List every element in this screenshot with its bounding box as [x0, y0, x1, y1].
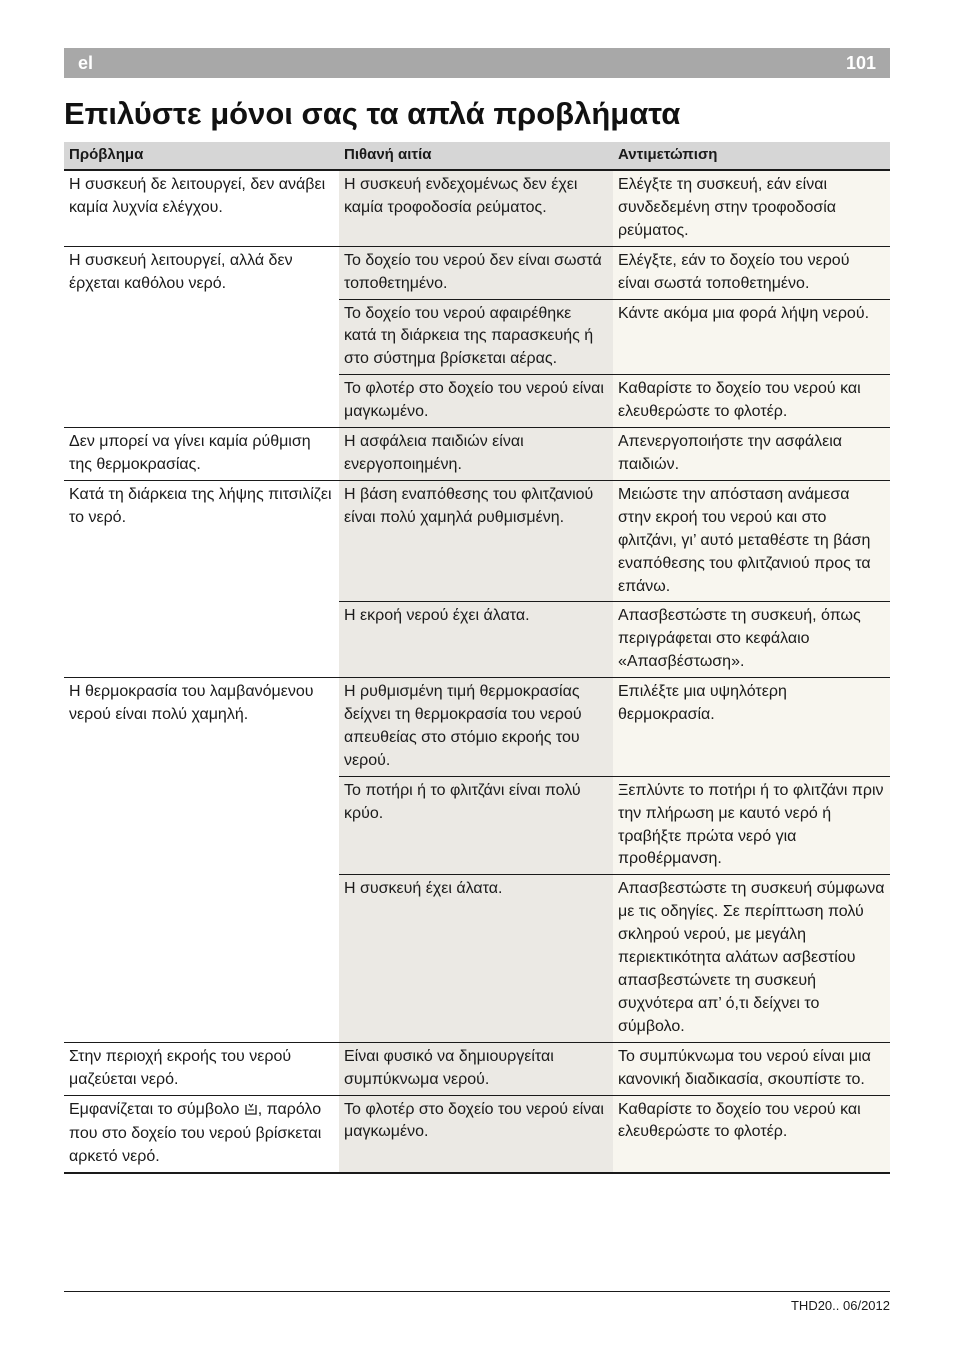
problem-cell: Η συσκευή δε λειτουργεί, δεν ανάβει καμία λυχνία ελέγχου. [64, 170, 339, 246]
remedy-cell: Απασβεστώστε τη συσκευή, όπως περιγράφεται στο κεφάλαιο «Απασβέστωση». [613, 602, 890, 678]
problem-cell: Στην περιοχή εκροής του νερού μαζεύεται νερό. [64, 1042, 339, 1095]
table-row [64, 678, 890, 777]
language-code: el [78, 53, 94, 73]
table-header-row [64, 142, 890, 170]
page-number: 101 [845, 53, 876, 73]
column-header-problem: Πρόβλημα [64, 142, 339, 170]
footer-divider [64, 1291, 890, 1292]
table-row [64, 170, 890, 246]
problem-cell: Δεν μπορεί να γίνει καμία ρύθμιση της θερμοκρασίας. [64, 428, 339, 481]
cause-cell: Η ρυθμισμένη τιμή θερμοκρασίας δείχνει τη θερμοκρασία του νερού απευθείας στο στόμιο εκροής του νερού. [339, 678, 613, 777]
remedy-cell: Απασβεστώστε τη συσκευή σύμφωνα με τις οδηγίες. Σε περίπτωση πολύ σκληρού νερού, με μεγάλη περιεκτικότητα αλάτων ασβεστίου απασβεστώνετε τη συσκευή συχνότερα απ’ ό,τι δείχνει το σύμβολο. [613, 875, 890, 1042]
problem-text-before-icon: Εμφανίζεται το σύμβολο [69, 1100, 244, 1118]
problem-cell: Η θερμοκρασία του λαμβανόμενου νερού είναι πολύ χαμηλή. [64, 678, 339, 1043]
cause-cell: Το ποτήρι ή το φλιτζάνι είναι πολύ κρύο. [339, 776, 613, 875]
column-header-remedy: Αντιμετώπιση [613, 142, 890, 170]
cause-cell: Το δοχείο του νερού αφαιρέθηκε κατά τη διάρκεια της παρασκευής ή στο σύστημα βρίσκεται αέρας. [339, 299, 613, 375]
cause-cell: Η συσκευή έχει άλατα. [339, 875, 613, 1042]
footer-model-date: THD20.. 06/2012 [790, 1298, 890, 1313]
table-row [64, 246, 890, 299]
remedy-cell: Ελέγξτε, εάν το δοχείο του νερού είναι σωστά τοποθετημένο. [613, 246, 890, 299]
remedy-cell: Απενεργοποιήστε την ασφάλεια παιδιών. [613, 428, 890, 481]
problem-cell: Η συσκευή λειτουργεί, αλλά δεν έρχεται καθόλου νερό. [64, 246, 339, 427]
table-row [64, 1042, 890, 1095]
remedy-cell: Επιλέξτε μια υψηλότερη θερμοκρασία. [613, 678, 890, 777]
remedy-cell: Κάντε ακόμα μια φορά λήψη νερού. [613, 299, 890, 375]
problem-cell: Κατά τη διάρκεια της λήψης πιτσιλίζει το νερό. [64, 480, 339, 677]
problem-cell [64, 1095, 339, 1173]
water-tank-empty-icon [244, 1101, 258, 1124]
page-title: Επιλύστε μόνοι σας τα απλά προβλήματα [64, 96, 681, 131]
table-row [64, 428, 890, 481]
cause-cell: Είναι φυσικό να δημιουργείται συμπύκνωμα νερού. [339, 1042, 613, 1095]
cause-cell: Το φλοτέρ στο δοχείο του νερού είναι μαγκωμένο. [339, 375, 613, 428]
cause-cell: Η βάση εναπόθεσης του φλιτζανιού είναι πολύ χαμηλά ρυθμισμένη. [339, 480, 613, 602]
column-header-cause: Πιθανή αιτία [339, 142, 613, 170]
remedy-cell: Το συμπύκνωμα του νερού είναι μια κανονική διαδικασία, σκουπίστε το. [613, 1042, 890, 1095]
page-header-bar [64, 48, 890, 78]
remedy-cell: Ξεπλύντε το ποτήρι ή το φλιτζάνι πριν την πλήρωση με καυτό νερό ή τραβήξτε πρώτα νερό για προθέρμανση. [613, 776, 890, 875]
cause-cell: Η συσκευή ενδεχομένως δεν έχει καμία τροφοδοσία ρεύματος. [339, 170, 613, 246]
cause-cell: Το δοχείο του νερού δεν είναι σωστά τοποθετημένο. [339, 246, 613, 299]
cause-cell: Η εκροή νερού έχει άλατα. [339, 602, 613, 678]
cause-cell: Το φλοτέρ στο δοχείο του νερού είναι μαγκωμένο. [339, 1095, 613, 1173]
remedy-cell: Ελέγξτε τη συσκευή, εάν είναι συνδεδεμένη στην τροφοδοσία ρεύματος. [613, 170, 890, 246]
remedy-cell: Καθαρίστε το δοχείο του νερού και ελευθερώστε το φλοτέρ. [613, 1095, 890, 1173]
problem-text-after-icon: , παρόλο που στο δοχείο του νερού βρίσκεται αρκετό νερό. [69, 1100, 322, 1166]
troubleshooting-table [64, 142, 890, 1174]
cause-cell: Η ασφάλεια παιδιών είναι ενεργοποιημένη. [339, 428, 613, 481]
remedy-cell: Καθαρίστε το δοχείο του νερού και ελευθερώστε το φλοτέρ. [613, 375, 890, 428]
table-row [64, 1095, 890, 1173]
table-row [64, 480, 890, 602]
remedy-cell: Μειώστε την απόσταση ανάμεσα στην εκροή του νερού και στο φλιτζάνι, γι’ αυτό μεταθέστε τη βάση εναπόθεσης του φλιτζανιού προς τα επάνω. [613, 480, 890, 602]
